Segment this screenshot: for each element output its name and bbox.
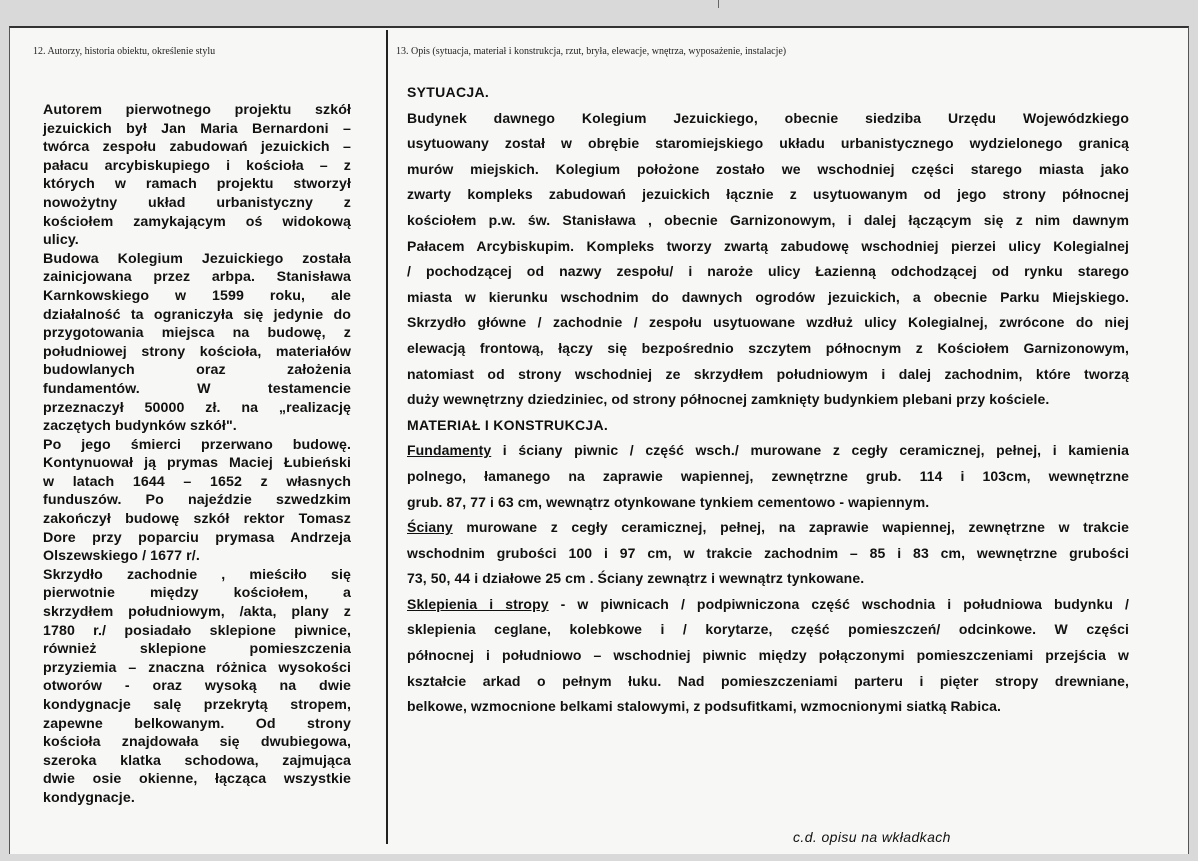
text-line: 1780 r./ posiadało sklepione piwnice,: [43, 622, 351, 639]
text-line: [407, 438, 1129, 464]
text-line: zainicjowana przez arbpa. Stanisława: [43, 269, 351, 286]
text-line: belkowe, wzmocnione belkami stalowymi, z podsufitkami, wzmocnionymi siatką Rabica.: [407, 698, 1002, 715]
text-line: zaczętych budynków szkół".: [43, 418, 237, 435]
text-line: skrzydłem południowym, /akta, plany z: [43, 604, 351, 621]
text-line: działalność ta ograniczyła się jedynie do: [43, 306, 351, 323]
text-line: pierwotnie między kościołem, a: [43, 585, 351, 602]
text-line: kondygnacje.: [43, 789, 135, 806]
text-line: Budynek dawnego Kolegium Jezuickiego, obecnie siedziba Urzędu Wojewódzkiego: [407, 109, 1129, 126]
text-line: Karnkowskiego w 1599 roku, ale: [43, 287, 351, 304]
text-line: których w ramach projektu stworzył: [43, 176, 351, 193]
text-line: grub. 87, 77 i 63 cm, wewnątrz otynkowane tynkiem cementowo - wapiennym.: [407, 493, 930, 510]
text-line: szeroka klatka schodowa, zajmująca: [43, 752, 351, 769]
text-line: Pałacem Arcybiskupim. Kompleks tworzy zwartą zabudowę wschodniej pierzei ulicy Kolegialnej: [407, 237, 1129, 254]
text-line: funduszów. Po najeździe szwedzkim: [43, 492, 351, 509]
scan-mark: [718, 0, 719, 8]
text-line: północnej i południowo – wschodniej piwnic między połączonymi pomieszczeniami przejścia w: [407, 647, 1129, 664]
text-line: Dore przy poparciu prymasa Andrzeja: [43, 529, 351, 546]
text-line: kształcie arkad o pełnym łuku. Nad pomieszczeniami parteru i pięter stropy drewniane,: [407, 672, 1129, 689]
section-12-header: 12. Autorzy, historia obiektu, określenie stylu: [33, 46, 216, 57]
text-line: 73, 50, 44 i działowe 25 cm . Ściany zewnątrz i wewnątrz tynkowane.: [407, 570, 865, 587]
text-line: / pochodzącej od nazwy zespołu/ i naroże ulicy Łazienną odchodzącej od rynku starego: [407, 263, 1129, 280]
text-line: Budowa Kolegium Jezuickiego została: [43, 250, 351, 267]
text-line: zwarty kompleks zabudowań jezuickich łącznie z usytuowanym od jego strony północnej: [407, 186, 1129, 203]
history-paragraph: [43, 436, 351, 566]
text-line: zakończył budowę szkół rektor Tomasz: [43, 511, 351, 528]
text-run: - w piwnicach / podpiwniczona część wschodnia i południowa budynku /: [548, 595, 1129, 612]
text-line: zapewne belkowanym. Od strony: [43, 715, 351, 732]
description-column: [407, 80, 1129, 720]
sytuacja-heading: SYTUACJA.: [407, 84, 490, 100]
text-line: przygotowania miejsca na budowę, z: [43, 325, 351, 342]
text-line: wschodnim grubości 100 i 97 cm, w trakcie zachodnim – 85 i 83 cm, wewnętrzne grubości: [407, 544, 1129, 561]
section-13-header: 13. Opis (sytuacja, materiał i konstrukcja, rzut, bryła, elewacje, wnętrza, wyposażenie, instalacje): [396, 46, 787, 57]
text-line: fundamentów. W testamencie: [43, 380, 351, 397]
text-line: pałacu arcybiskupiego i kościoła – z: [43, 157, 351, 174]
text-line: południowej strony kościoła, materiałów: [43, 343, 351, 360]
text-line: [407, 592, 1129, 618]
sklepienia-text: [407, 592, 1129, 720]
text-line: Skrzydło zachodnie , mieściło się: [43, 566, 351, 583]
text-line: ulicy.: [43, 232, 79, 249]
text-line: Autorem pierwotnego projektu szkół: [43, 102, 351, 118]
text-line: jezuickich był Jan Maria Bernardoni –: [43, 120, 351, 137]
text-run: i ściany piwnic / część wsch./ murowane z cegły ceramicznej, pełnej, i kamienia: [491, 442, 1129, 459]
text-line: sklepienia ceglane, kolebkowe i / korytarze, część pomieszczeń/ odcinkowe. W części: [407, 621, 1129, 638]
text-line: duży wewnętrzny dziedziniec, od strony północnej zamknięty budynkiem plebani przy kościele.: [407, 391, 1050, 408]
text-line: Kontynuował ją prymas Maciej Łubieński: [43, 455, 351, 472]
text-line: Po jego śmierci przerwano budowę.: [43, 436, 351, 453]
text-line: twórca zespołu zabudowań jezuickich –: [43, 139, 351, 156]
text-line: przyziemia – znaczna różnica wysokości: [43, 659, 351, 676]
text-line: kościoła znajdowała się dwubiegowa,: [43, 734, 351, 751]
material-heading: MATERIAŁ I KONSTRUKCJA.: [407, 416, 609, 433]
history-paragraph: [43, 101, 351, 250]
text-line: przeznaczył 50000 zł. na „realizację: [43, 399, 351, 416]
text-line: Skrzydło główne / zachodnie / zespołu usytuowane wzdłuż ulicy Kolegialnej, zwrócone do niej: [407, 314, 1129, 331]
sklepienia-label: Sklepienia i stropy: [407, 595, 549, 612]
text-line: kościołem p.w. św. Stanisława , obecnie Garnizonowym, i dalej łączącym się z nim dawnym: [407, 211, 1129, 228]
fundamenty-text: [407, 438, 1129, 515]
text-line: w latach 1644 – 1652 z własnych: [43, 473, 351, 490]
text-line: murów miejskich. Kolegium położone zostało we wschodniej części starego miasta jako: [407, 160, 1129, 177]
fundamenty-label: Fundamenty: [407, 442, 492, 459]
text-line: polnego, łamanego na zaprawie wapiennej, zewnętrzne grub. 114 i 103cm, wewnętrzne: [407, 467, 1129, 484]
text-line: nowożytny układ urbanistyczny z: [43, 194, 351, 211]
column-divider: [386, 30, 388, 844]
sytuacja-text: [407, 106, 1129, 413]
text-line: [407, 515, 1129, 541]
text-line: otworów - oraz wysoką na dwie: [43, 678, 351, 695]
sciany-label: Ściany: [407, 519, 453, 536]
text-line: kondygnacje salę przekrytą stropem,: [43, 697, 351, 713]
history-paragraph: [43, 250, 351, 436]
sciany-text: [407, 515, 1129, 592]
text-line: elewacją frontową, łączy się bezpośrednio szczytem północnym z Kościołem Garnizonowym,: [407, 339, 1129, 356]
text-line: usytuowany został w obrębie staromiejskiego układu urbanistycznego wydzielonego granicą: [407, 135, 1129, 152]
text-line: natomiast od strony wschodniej ze skrzydłem południowym i dalej zachodnim, które tworzą: [407, 365, 1129, 382]
text-line: miasta w kierunku wschodnim do dawnych ogrodów jezuickich, a obecnie Parku Miejskiego.: [407, 288, 1129, 305]
text-line: również sklepione pomieszczenia: [43, 641, 351, 658]
text-line: kościołem zamykającym oś widokową: [43, 213, 351, 230]
text-run: murowane z cegły ceramicznej, pełnej, na zaprawie wapiennej, zewnętrzne w trakcie: [452, 519, 1129, 536]
history-paragraph: [43, 566, 351, 808]
text-line: Olszewskiego / 1677 r/.: [43, 548, 200, 565]
text-line: dwie osie okienne, łącząca wszystkie: [43, 771, 351, 788]
text-line: budowlanych oraz założenia: [43, 362, 351, 379]
history-column: [43, 101, 351, 808]
continuation-note: c.d. opisu na wkładkach: [793, 829, 951, 845]
